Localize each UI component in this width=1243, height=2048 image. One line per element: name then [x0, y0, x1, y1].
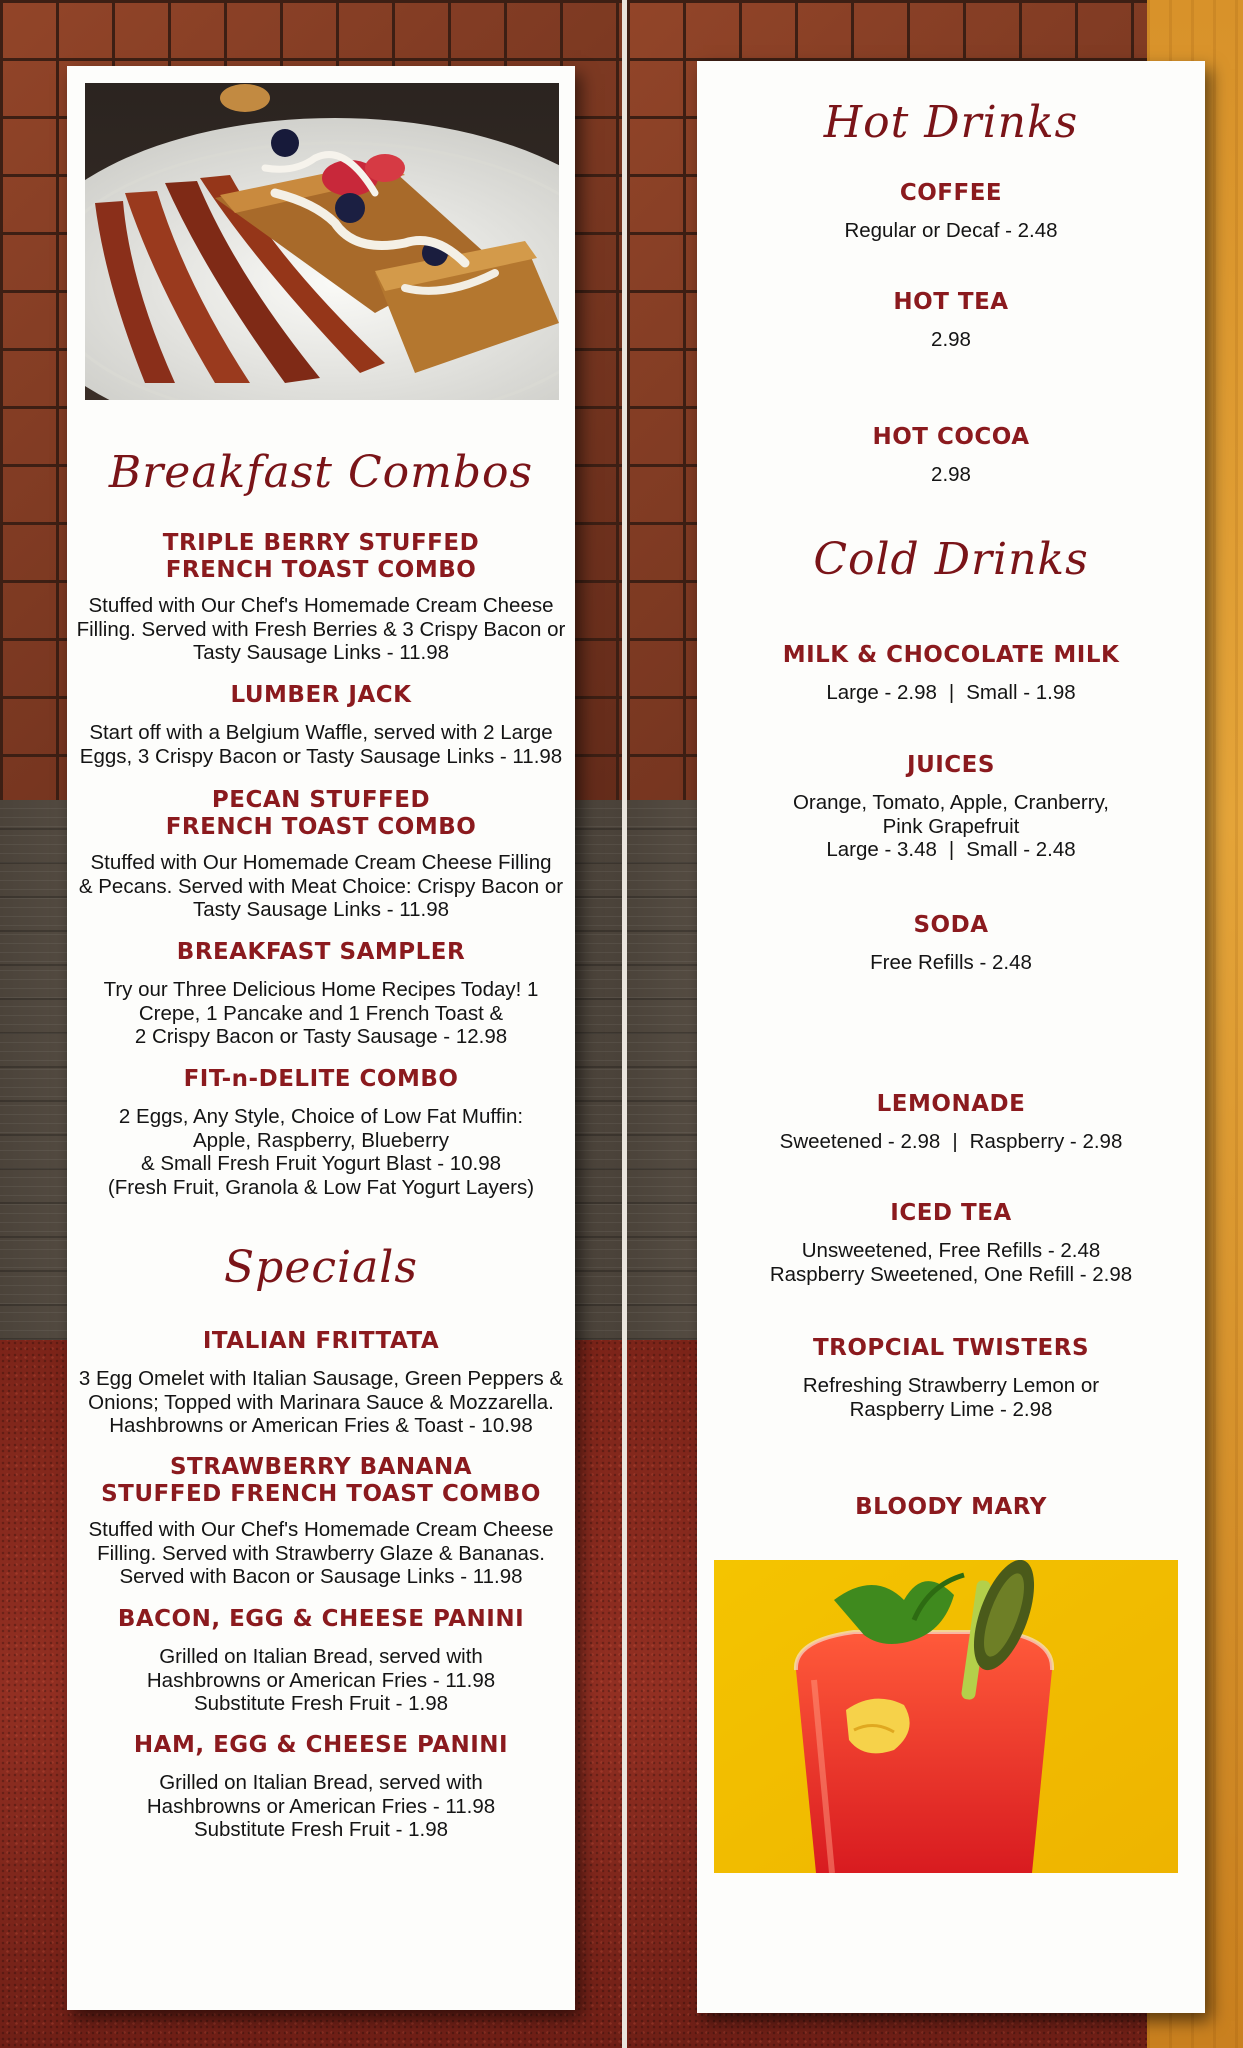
item-title-juices: JUICES: [907, 752, 995, 778]
item-desc-strawberry-banana: [67, 1518, 575, 1589]
price-option: Small - 1.98: [966, 681, 1076, 704]
item-title-line: ITALIAN FRITTATA: [202, 1328, 440, 1354]
item-desc-ham-panini: [67, 1771, 575, 1842]
cold-drinks-heading: Cold Drinks: [813, 534, 1089, 585]
price-option: Large - 2.98: [826, 681, 937, 704]
item-title-line: BACON, EGG & CHEESE PANINI: [117, 1606, 525, 1632]
desc-line: Stuffed with Our Chef's Homemade Cream Cheese: [88, 594, 554, 617]
desc-line: Served with Bacon or Sausage Links - 11.98: [119, 1565, 523, 1588]
breakfast-menu-panel: [67, 66, 575, 2010]
item-desc-italian-frittata: [67, 1367, 575, 1438]
item-desc-juices: [697, 791, 1205, 862]
item-title-line: TRIPLE BERRY STUFFED: [162, 530, 480, 556]
item-title-bacon-panini: [67, 1606, 575, 1633]
price-separator: |: [952, 1130, 958, 1153]
desc-line: Start off with a Belgium Waffle, served with 2 Large: [89, 721, 553, 744]
desc-line: Grilled on Italian Bread, served with: [159, 1771, 483, 1794]
desc-line: Onions; Topped with Marinara Sauce & Mozzarella.: [88, 1390, 554, 1414]
desc-line: Stuffed with Our Chef's Homemade Cream Cheese: [88, 1518, 554, 1541]
desc-line: Pink Grapefruit: [882, 814, 1020, 838]
desc-line: Crepe, 1 Pancake and 1 French Toast &: [138, 1001, 504, 1025]
item-title-hot-tea: HOT TEA: [893, 289, 1009, 315]
bloody-mary-photo: [714, 1560, 1178, 1873]
drinks-menu-panel: [697, 61, 1205, 2013]
breakfast-combos-heading: Breakfast Combos: [108, 447, 534, 498]
desc-line: [697, 838, 1205, 862]
desc-line: Hashbrowns or American Fries - 11.98: [146, 1794, 496, 1818]
desc-line: & Pecans. Served with Meat Choice: Crispy Bacon or: [78, 874, 564, 898]
desc-line: Substitute Fresh Fruit - 1.98: [193, 1818, 449, 1841]
price-option: Raspberry - 2.98: [969, 1130, 1123, 1153]
desc-line: Apple, Raspberry, Blueberry: [193, 1128, 449, 1152]
price-separator: |: [948, 681, 955, 704]
desc-line: Raspberry Sweetened, One Refill - 2.98: [769, 1262, 1133, 1286]
item-title-line: BREAKFAST SAMPLER: [176, 939, 466, 965]
item-desc-hot-cocoa: 2.98: [931, 463, 971, 486]
desc-line: Tasty Sausage Links - 11.98: [192, 641, 450, 664]
item-title-bloody-mary: BLOODY MARY: [855, 1494, 1047, 1520]
desc-line: 2 Eggs, Any Style, Choice of Low Fat Muffin:: [118, 1105, 524, 1128]
desc-line: Tasty Sausage Links - 11.98: [192, 898, 450, 921]
item-desc-coffee: Regular or Decaf - 2.48: [844, 219, 1058, 242]
item-desc-lumber-jack: [67, 721, 575, 768]
desc-line: Filling. Served with Strawberry Glaze & Bananas.: [97, 1541, 545, 1565]
item-title-tropical-twisters: TROPCIAL TWISTERS: [812, 1335, 1090, 1361]
item-title-pecan-stuffed: [67, 787, 575, 841]
desc-line: 2 Crispy Bacon or Tasty Sausage - 12.98: [134, 1025, 508, 1048]
desc-line: Grilled on Italian Bread, served with: [159, 1645, 483, 1668]
desc-line: Orange, Tomato, Apple, Cranberry,: [792, 791, 1110, 814]
desc-line: Eggs, 3 Crispy Bacon or Tasty Sausage Links - 11.98: [79, 744, 563, 768]
desc-line: Stuffed with Our Homemade Cream Cheese Filling: [90, 851, 552, 874]
item-title-line: FRENCH TOAST COMBO: [165, 557, 477, 583]
item-title-iced-tea: ICED TEA: [890, 1200, 1012, 1226]
desc-line: Unsweetened, Free Refills - 2.48: [801, 1239, 1101, 1262]
hot-drinks-heading: Hot Drinks: [823, 97, 1079, 148]
item-desc-fit-n-delite: [67, 1105, 575, 1199]
item-title-soda: SODA: [913, 912, 989, 938]
item-desc-pecan-stuffed: [67, 851, 575, 922]
item-desc-iced-tea: [697, 1239, 1205, 1286]
item-title-lumber-jack: [67, 682, 575, 709]
item-desc-breakfast-sampler: [67, 978, 575, 1049]
item-title-ham-panini: [67, 1732, 575, 1759]
desc-line: Hashbrowns or American Fries & Toast - 10.98: [109, 1414, 533, 1437]
item-desc-soda: Free Refills - 2.48: [870, 951, 1032, 974]
item-desc-bacon-panini: [67, 1645, 575, 1716]
item-title-coffee: COFFEE: [899, 180, 1003, 206]
item-title-line: STRAWBERRY BANANA: [169, 1454, 473, 1480]
specials-heading: Specials: [224, 1242, 418, 1293]
item-title-hot-cocoa: HOT COCOA: [872, 424, 1030, 450]
price-option: Large - 3.48: [826, 838, 937, 861]
desc-line: Try our Three Delicious Home Recipes Today! 1: [103, 978, 539, 1001]
item-desc-hot-tea: 2.98: [931, 328, 971, 351]
item-title-line: LUMBER JACK: [230, 682, 412, 708]
price-option: Small - 2.48: [966, 838, 1076, 861]
item-title-line: FIT-n-DELITE COMBO: [183, 1066, 459, 1092]
price-option: Sweetened - 2.98: [779, 1130, 941, 1153]
item-title-line: FRENCH TOAST COMBO: [165, 814, 477, 840]
item-title-fit-n-delite: [67, 1066, 575, 1093]
desc-line: (Fresh Fruit, Granola & Low Fat Yogurt Layers): [107, 1175, 535, 1199]
item-title-triple-berry: [67, 530, 575, 584]
item-title-strawberry-banana: [67, 1454, 575, 1508]
desc-line: Filling. Served with Fresh Berries & 3 Crispy Bacon or: [76, 617, 566, 641]
item-title-breakfast-sampler: [67, 939, 575, 966]
desc-line: Raspberry Lime - 2.98: [849, 1397, 1053, 1421]
item-title-line: STUFFED FRENCH TOAST COMBO: [101, 1481, 541, 1507]
french-toast-photo: [85, 83, 559, 400]
item-desc-milk: [697, 681, 1205, 705]
item-desc-tropical-twisters: [697, 1374, 1205, 1421]
item-desc-lemonade: [697, 1130, 1205, 1154]
item-desc-triple-berry: [67, 594, 575, 665]
item-title-line: PECAN STUFFED: [211, 787, 431, 813]
item-title-lemonade: LEMONADE: [876, 1091, 1026, 1117]
desc-line: Hashbrowns or American Fries - 11.98: [146, 1668, 496, 1692]
item-title-milk: MILK & CHOCOLATE MILK: [782, 642, 1120, 668]
desc-line: Refreshing Strawberry Lemon or: [802, 1374, 1100, 1397]
item-title-line: HAM, EGG & CHEESE PANINI: [133, 1732, 509, 1758]
desc-line: 3 Egg Omelet with Italian Sausage, Green Peppers &: [78, 1367, 564, 1390]
desc-line: & Small Fresh Fruit Yogurt Blast - 10.98: [140, 1152, 502, 1175]
item-title-italian-frittata: [67, 1328, 575, 1355]
price-separator: |: [948, 838, 955, 861]
desc-line: Substitute Fresh Fruit - 1.98: [193, 1692, 449, 1715]
